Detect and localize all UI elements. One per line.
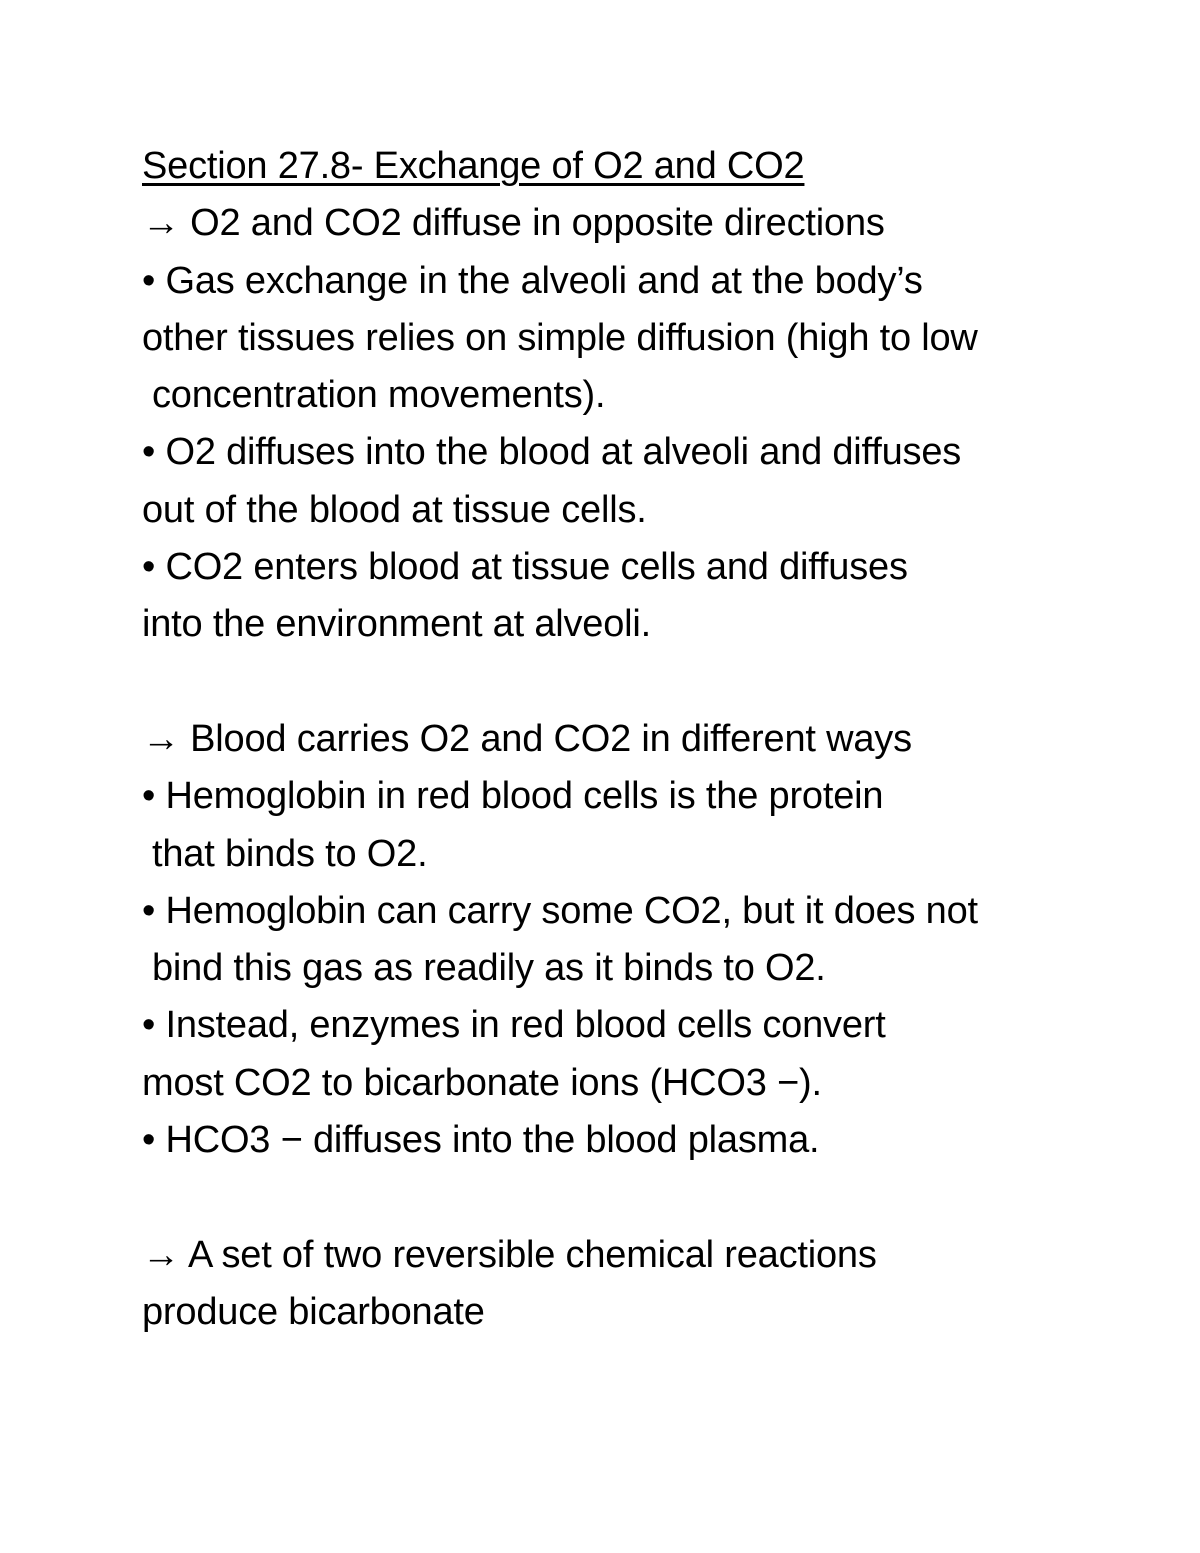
heading-line-blood-carries: → Blood carries O2 and CO2 in different ways (142, 717, 912, 760)
text-line: out of the blood at tissue cells. (142, 488, 647, 531)
text-line: produce bicarbonate (142, 1290, 485, 1333)
bullet-line: • HCO3 − diffuses into the blood plasma. (142, 1119, 820, 1162)
section-title: Section 27.8- Exchange of O2 and CO2 (142, 145, 805, 187)
text-line: that binds to O2. (152, 832, 428, 875)
text-line: other tissues relies on simple diffusion (high to low (142, 316, 978, 359)
text-line: bind this gas as readily as it binds to O2. (152, 947, 826, 990)
document-body (142, 138, 1152, 1341)
text-line: concentration movements). (152, 374, 606, 417)
blank-line (142, 654, 1152, 711)
bullet-line: • Hemoglobin can carry some CO2, but it does not (142, 889, 978, 932)
bullet-line: • Instead, enzymes in red blood cells convert (142, 1004, 886, 1047)
bullet-line: • O2 diffuses into the blood at alveoli and diffuses (142, 431, 962, 474)
text-line: into the environment at alveoli. (142, 603, 652, 646)
heading-line-reversible-reactions: → A set of two reversible chemical reactions (142, 1233, 877, 1276)
blank-line (142, 1169, 1152, 1226)
bullet-line: • Hemoglobin in red blood cells is the protein (142, 775, 884, 818)
bullet-line: • CO2 enters blood at tissue cells and diffuses (142, 546, 908, 589)
bullet-line: • Gas exchange in the alveoli and at the body’s (142, 259, 923, 302)
heading-line-diffuse-directions: → O2 and CO2 diffuse in opposite directions (142, 202, 885, 245)
text-line: most CO2 to bicarbonate ions (HCO3 −). (142, 1061, 822, 1104)
